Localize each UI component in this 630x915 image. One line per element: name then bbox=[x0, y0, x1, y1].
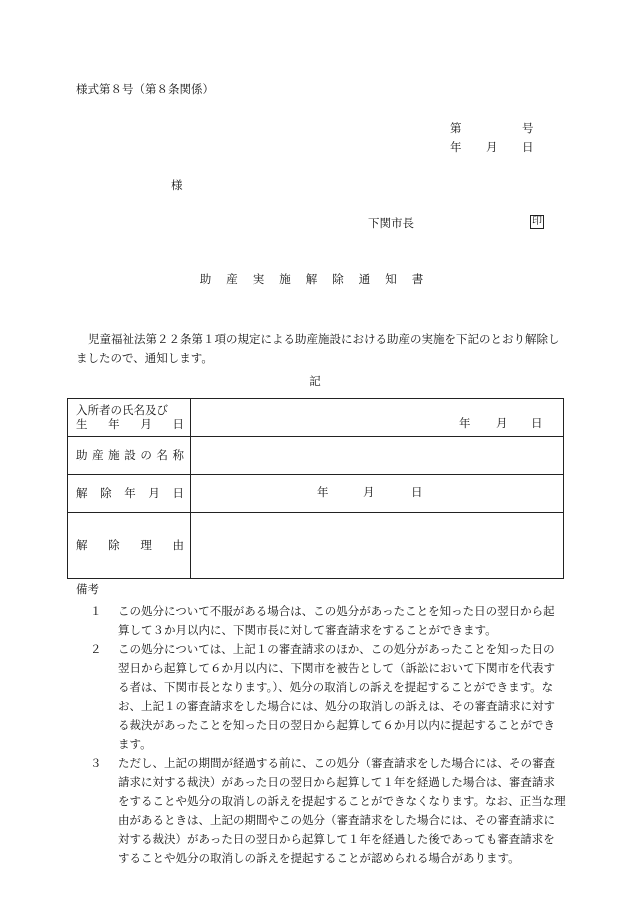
label-char: 理 bbox=[140, 537, 152, 552]
notes-heading: 備考 bbox=[76, 582, 99, 596]
notice-table bbox=[67, 398, 564, 579]
note-number: ２ bbox=[90, 642, 102, 656]
label-line: 入所者の氏名及び bbox=[76, 402, 168, 417]
label-release-reason bbox=[68, 513, 191, 579]
label-char: の bbox=[140, 447, 152, 462]
issuer-name: 下関市長 bbox=[368, 216, 414, 230]
label-char: 除 bbox=[108, 537, 120, 552]
table-row bbox=[68, 399, 564, 437]
label-char: 解 bbox=[76, 485, 88, 500]
label-char: 除 bbox=[100, 485, 112, 500]
label-char: 称 bbox=[172, 447, 184, 462]
body-text: 児童福祉法第２２条第１項の規定による助産施設における助産の実施を下記のとおり解除しましたので、通知します。 bbox=[76, 332, 560, 365]
label-char: 解 bbox=[76, 537, 88, 552]
note-item bbox=[90, 754, 566, 868]
table-row bbox=[68, 475, 564, 513]
label-char: 月 bbox=[140, 417, 152, 431]
label-char: 生 bbox=[76, 417, 88, 431]
label-char: 施 bbox=[108, 447, 120, 462]
note-number: １ bbox=[90, 604, 102, 618]
date-month: 月 bbox=[496, 415, 508, 430]
note-text: この処分については、上記１の審査請求のほか、この処分があったことを知った日の翌日から起算して６か月以内に、下関市を被告として（訴訟において下関市を代表する者は、下関市長となります。）、処分の取消しの訴えを提起することができます。なお、上記１の審査請求をした場合には、処分の取消しの訴えは、その審査請求に対する裁決があったことを知った日の翌日から起算して６か月以内に提起することができます。 bbox=[118, 642, 555, 751]
issue-date-year: 年 bbox=[450, 140, 462, 154]
note-item bbox=[90, 602, 566, 640]
label-line bbox=[76, 485, 190, 500]
label-resident-name-birthdate bbox=[68, 399, 191, 437]
issue-date-day: 日 bbox=[522, 140, 534, 154]
table-row bbox=[68, 513, 564, 579]
seal-mark: 印 bbox=[532, 216, 542, 227]
label-char: 月 bbox=[148, 485, 160, 500]
label-char: 設 bbox=[124, 447, 136, 462]
label-facility-name bbox=[68, 437, 191, 475]
label-char: 日 bbox=[172, 485, 184, 500]
label-release-date bbox=[68, 475, 191, 513]
note-item bbox=[90, 640, 566, 754]
value-facility-name[interactable] bbox=[191, 437, 564, 475]
label-char: 日 bbox=[172, 417, 184, 431]
date-day: 日 bbox=[411, 484, 423, 499]
note-text: ただし、上記の期間が経過する前に、この処分（審査請求をした場合には、その審査請求に対する裁決）があった日の翌日から起算して１年を経過した場合は、審査請求をすることや処分の取消しの訴えを提起することができなくなります。なお、正当な理由があるときは、上記の期間やこの処分（審査請求をした場合には、その審査請求に対する裁決）があった日の翌日から起算して１年を経過した後であっても審査請求をすることや処分の取消しの訴えを提起することが認められる場合があります。 bbox=[118, 756, 566, 865]
label-char: 名 bbox=[156, 447, 168, 462]
label-line bbox=[76, 537, 190, 552]
label-char: 産 bbox=[92, 447, 104, 462]
date-year: 年 bbox=[317, 484, 329, 499]
form-code: 様式第８号（第８条関係） bbox=[76, 82, 214, 96]
note-text: この処分について不服がある場合は、この処分があったことを知った日の翌日から起算して３か月以内に、下関市長に対して審査請求をすることができます。 bbox=[118, 604, 555, 637]
recipient-honorific: 様 bbox=[171, 178, 183, 192]
value-resident-name-birthdate[interactable] bbox=[191, 399, 564, 437]
issue-date-month: 月 bbox=[486, 140, 498, 154]
value-release-reason[interactable] bbox=[191, 513, 564, 579]
date-month: 月 bbox=[363, 484, 375, 499]
table-row bbox=[68, 437, 564, 475]
label-line bbox=[76, 447, 190, 462]
label-char: 年 bbox=[108, 417, 120, 431]
label-char: 由 bbox=[172, 537, 184, 552]
date-day: 日 bbox=[531, 415, 543, 430]
date-year: 年 bbox=[459, 415, 471, 430]
label-char: 年 bbox=[124, 485, 136, 500]
note-number: ３ bbox=[90, 756, 102, 770]
ki-heading: 記 bbox=[309, 374, 321, 388]
label-line bbox=[76, 419, 190, 431]
document-title: 助産実施解除通知書 bbox=[199, 272, 439, 286]
document-number-label: 第 bbox=[450, 121, 462, 135]
label-char: 助 bbox=[76, 447, 88, 462]
document-number-suffix: 号 bbox=[522, 121, 534, 135]
value-release-date[interactable] bbox=[191, 475, 564, 513]
